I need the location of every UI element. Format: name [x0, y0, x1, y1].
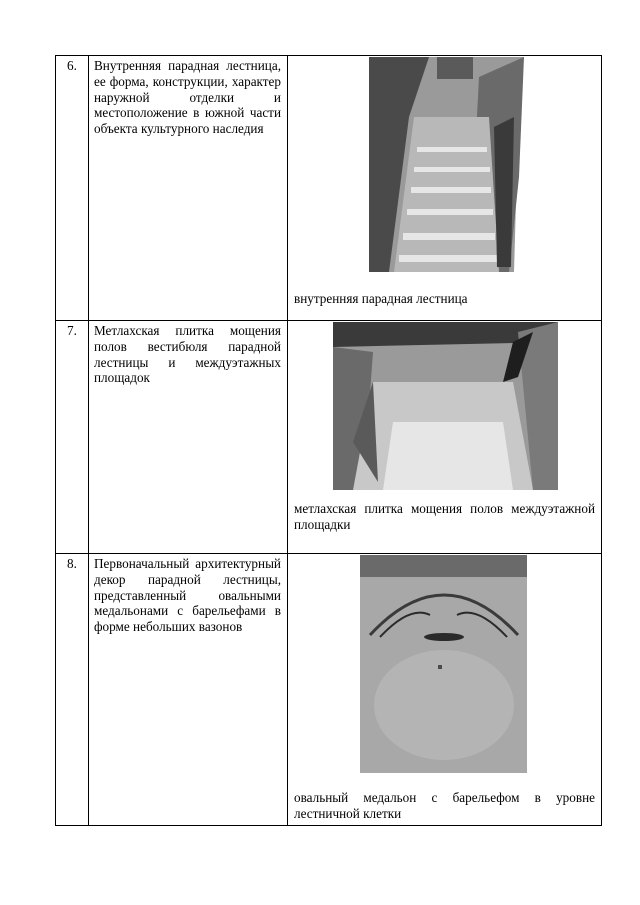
table-row [56, 56, 602, 321]
photo-caption: овальный медальон с барельефом в уровне лестничной клетки [294, 790, 595, 821]
photo-cell [288, 321, 602, 554]
staircase-photo [369, 57, 524, 272]
photo-cell [288, 554, 602, 826]
description-text: Метлахская плитка мощения полов вестибюля парадной лестницы и междуэтажных площадок [94, 323, 281, 386]
floor-tile-photo [333, 322, 558, 490]
row-number: 6. [56, 56, 89, 321]
photo-cell [288, 56, 602, 321]
description-text: Первоначальный архитектурный декор парадной лестницы, представленный овальными медальонами с барельефами в форме небольших вазонов [94, 556, 281, 635]
row-description [89, 321, 288, 554]
table-row [56, 321, 602, 554]
row-description [89, 554, 288, 826]
description-text: Внутренняя парадная лестница, ее форма, конструкции, характер наружной отделки и местоположение в южной части объекта культурного наследия [94, 58, 281, 137]
photo-caption: внутренняя парадная лестница [294, 291, 468, 306]
row-number: 7. [56, 321, 89, 554]
heritage-table [55, 55, 602, 826]
photo-caption: метлахская плитка мощения полов междуэтажной площадки [294, 501, 595, 532]
table-row [56, 554, 602, 826]
row-description [89, 56, 288, 321]
row-number: 8. [56, 554, 89, 826]
medallion-photo [360, 555, 527, 773]
